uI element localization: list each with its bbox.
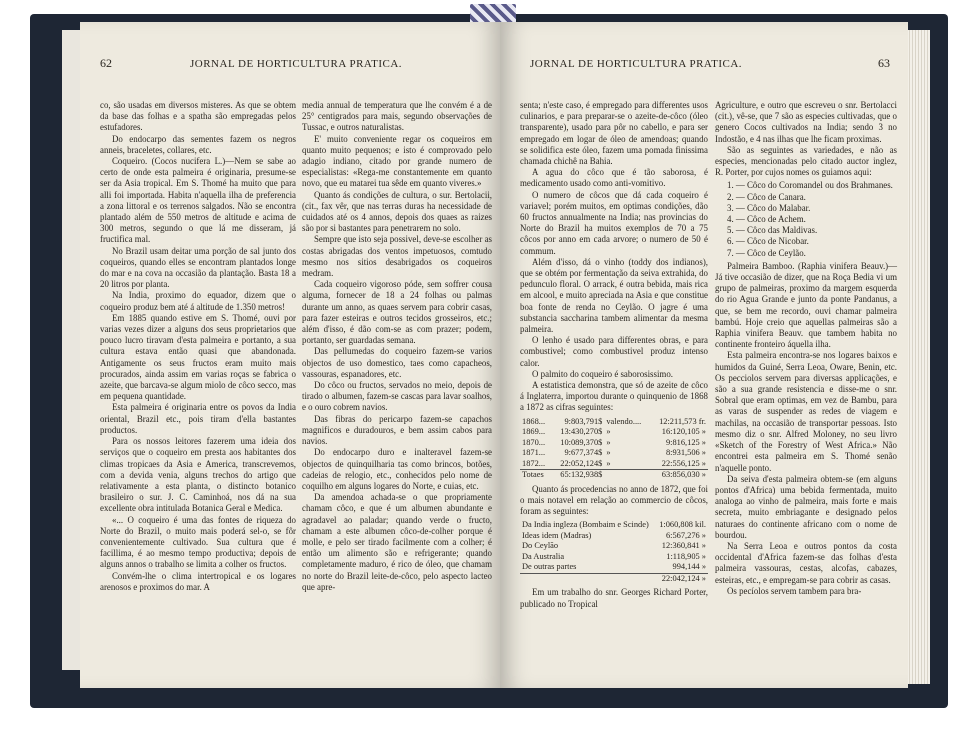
paragraph: Coqueiro. (Cocos nucifera L.)—Nem se sabe ao certo de onde esta palmeira é originaria, presume-se ser da Asia tropical. Em S. Thomé ha muito que para alli foi importada. Habita n'aquella ilha de preferencia a zona littoral e os terrenos salgados. Não se encontra plantado além de 550 metros de altitude e acima de 300 metros, segundo o que lá me disseram, já fructifica mal. [100,156,296,245]
left-column-1 [100,100,296,593]
paragraph: Do endocarpo duro e inalteravel fazem-se objectos de quinquilharia tas como brincos, botões, cadeias de relogio, etc., conhecidos pelo nome de coquilho em alguns logares do Norte, e cuias, etc. [302,447,492,491]
paragraph: «... O coqueiro é uma das fontes de riqueza do Norte do Brazil, o muito mais poderá sel-o, se fôr convenientemente cultivado. Sua cultura que é facillima, é ao mesmo tempo productiva; depois de alguns annos o trabalho se limita a colher os fructos. [100,514,296,570]
paragraph: Para os nossos leitores fazerem uma ideia dos serviços que o coqueiro em presta aos habitantes dos climas tropicaes da Asia e America, transcrevemos, com a devida venia, alguns trechos do artigo que relativamente a esta planta, o distincto botanico brasileiro o sur. J. C. Caminhoá, nos dá na sua excellente obra intitulada Botanica Geral e Medica. [100,436,296,514]
paragraph: Quanto ás procedencias no anno de 1872, que foi o mais notavel em relação ao commercio de côcos, foram as seguintes: [520,483,708,517]
paragraph: Agriculture, e outro que escreveu o snr. Bertolacci (cit.), vê-se, que 7 são as especies cultivadas, que o genero Cocos cultivados na India; sendo 3 no Indostão, e 4 nas ilhas que lhe ficam proximas. [715,100,897,144]
paragraph: Esta palmeira é originaria entre os povos da India oriental, Brazil etc., pois tiram d'ella bastantes productos. [100,402,296,435]
paragraph: Cada coqueiro vigoroso póde, sem soffrer cousa alguma, fornecer de 18 a 24 folhas ou palmas durante um anno, as quaes servem para cobrir casas, para fazer esteiras e outros tecidos grosseiros, etc.; além d'isso, é dão com-se as com prazer; podem, portanto, ser guardadas semana. [302,279,492,346]
paragraph: Palmeira Bamboo. (Raphia vinifera Beauv.)—Já tive occasião de dizer, que na Roça Bedia vi um grupo de palmeiras, proximo da margem esquerda do rio Agua Grande e junto da ponte Pandanus, a que, se bem me recordo, ouvi chamar palmeira bambú. Hoje creio que aquellas palmeiras são a Raphia vinifera Beauv. que tambem habita no continente fronteiro áquella ilha. [715,260,897,350]
oil-import-table [520,417,708,481]
table-row: Do Ceylão 12:360,841 » [522,541,706,551]
right-column-2 [715,100,897,597]
paragraph: Do côco ou fructos, servados no meio, depois de tirado o albumen, fazem-se cascas para lavar soalhos, e o ouro cobrem navios. [302,380,492,413]
left-column-2 [302,100,492,593]
paragraph: Convém-lhe o clima intertropical e os logares arenosos e proximos do mar. A [100,570,296,592]
paragraph: Do endocarpo das sementes fazem os negros anneis, braceletes, collares, etc. [100,133,296,155]
paragraph: Os pecíolos servem tambem para bra- [727,585,862,596]
list-item: 3. — Côco do Malabar. [727,202,811,213]
paragraph: Na India, proximo do equador, dizem que o coqueiro produz bem até á altitude de 1.350 metros! [100,290,296,312]
right-page-number: 63 [878,56,890,70]
list-item: 1. — Côco do Coromandel ou dos Brahmanes. [727,180,893,191]
paragraph: Além d'isso, dá o vinho (toddy dos indianos), que se obtém por fermentação da seiva extrahida, do pedunculo floral. O arrack, é outra bebida, mais rica em alcool, e muito apreciada na Asia e que constitue boa fonte de renda no Ceylão. O jagre é uma substancia saccharina tambem alimentar da mesma palmeira. [520,256,708,335]
table-row: 1869... 13:430,270$ » 16:120,105 » [522,427,706,437]
table-row: 1870... 10:089,370$ » 9:816,125 » [522,437,706,447]
paragraph: Em 1885 quando estive em S. Thomé, ouvi por varias vezes dizer a alguns dos seus proprietarios que pouco lucro tiravam d'esta palmeira e portanto, a sua cultura estava então quasi que abandonada. Antigamente os seus fructos eram muito mais procurados, ainda assim em varias roças se fabrica o azeite, que barcava-se algum miolo de côco secco, mas em pequena quantidade. [100,312,296,402]
paragraph: Quanto ás condições de cultura, o sur. Bertolacii, (cit., fax vêr, que nas terras duras ha necessidade de cuidados até os 4 annos, depois dos quaes as raizes são por si bastantes para penetrarem no solo. [302,189,492,234]
paragraph: Em um trabalho do snr. Georges Richard Porter, publicado no Tropical [520,587,708,609]
paragraph: Da amendoa achada-se o que propriamente chamam côco, e que é um albumen abundante e agradavel ao paladar; quando verde o fructo, chamam a este albumen côco-de-colher porque é molle, e pelo ser tirado facilmente com a colher; é então um alimento são e refrigerante; quando completamente maduro, é rico de óleo, que chamam no norte do Brazil leite-de-côco, pelo aspecto lacteo que apre- [302,492,492,592]
table-row: De outras partes 994,144 » [522,562,706,572]
table-row: 1871... 9:677,374$ » 8:931,506 » [522,448,706,458]
paragraph: co, são usadas em diversos misteres. As que se obtem da base das folhas e a spatha são empregadas pelos estufadores. [100,100,296,133]
table-total-row: 22:042,124 » [520,573,708,584]
left-page-number: 62 [100,56,112,70]
list-item: 7. — Côco de Ceylão. [727,247,806,258]
list-item: 5. — Côco das Maldivas. [727,225,818,236]
paragraph: senta; n'este caso, é empregado para differentes usos culinarios, e para preparar-se o azeite-de-côco (óleo transparente), usado para pôr no cabello, e para ser empregado em logar de óleo de amendoas; quando se solidifica este óleo, fazem uma pomada finissima chamada chichê na Bahia. [520,100,708,167]
paragraph: A agua do côco que é tão saborosa, é medicamento usado como anti-vomitivo. [520,167,708,189]
origin-table [520,520,708,584]
table-total-row: Totaes 65:132,938$ 63:856,030 » [522,470,706,480]
paragraph: Na Serra Leoa e outros pontos da costa occidental d'Africa fazem-se das folhas d'esta palmeira vassouras, cestas, alcofas, cabazes, esteiras, etc., e empregam-se para cobrir as casas. [715,540,897,585]
variety-list [727,180,897,258]
table-row: Ideas idem (Madras) 6:567,276 » [522,530,706,540]
right-column-1 [520,100,708,610]
table-row: Da Australia 1:118,905 » [522,551,706,561]
table-row: 1868... 9:803,791$ valendo.... 12:211,573 fr. [522,416,706,426]
table-row: Da India ingleza (Bombaim e Scinde) 1:060,808 kil. [522,520,706,530]
paragraph: Sempre que isto seja possivel, deve-se escolher as costas abrigadas dos ventos impetuosos, comtudo mesmo nos sitios desabrigados os coqueiros medram. [302,234,492,279]
left-running-head: JORNAL DE HORTICULTURA PRATICA. [190,58,403,70]
paragraph: No Brazil usam deitar uma porção de sal junto dos coqueiros, quando elles se encontram plantados longe do mar e na cova na occasião da plantação. Basta 18 a 20 litros por planta. [100,245,296,290]
table-row: 1872... 22:052,124$ » 22:556,125 » [522,458,706,468]
paragraph: O lenho é usado para differentes obras, e para combustivel; como combustivel produz intenso calor. [520,335,708,368]
paragraph: Das pellumedas do coqueiro fazem-se varios objectos de uso domestico, taes como capacheos, vassouras, espanadores, etc. [302,346,492,379]
paragraph: media annual de temperatura que lhe convém é a de 25° centigrados para mais, segundo observações de Tussac, e outros naturalistas. [302,100,492,133]
paragraph: O palmito do coqueiro é saborosissimo. [532,368,673,379]
paragraph: Esta palmeira encontra-se nos logares baixos e humidos da Guiné, Serra Leoa, Oware, Benin, etc. Os pecciolos servem para diversas applicações, e são a sua grande resistencia e disse-me o snr. Sobral que eram optimas, em vez de Bambu, para as varas de suspender as redes de viagem e machilas, na occasião de transportar pessoas. Isto mesmo diz o snr. Alfred Moloney, no seu livro «Sketch of the Forestry of West Africa.» Não encontrei esta palmeira em S. Thomé senão n'aquelle ponto. [715,350,897,473]
list-item: 2. — Côco de Canara. [727,191,806,202]
list-item: 4. — Côco de Achem. [727,214,806,225]
list-item: 6. — Côco de Nicobar. [727,236,809,247]
paragraph: Das fibras do pericarpo fazem-se capachos magnificos e duradouros, e bem assim cabos para navios. [302,413,492,447]
page-stack-right [906,30,930,684]
paragraph: A estatistica demonstra, que só de azeite de côco á Inglaterra, importou durante o quinquenio de 1868 a 1872 as cifras seguintes: [520,380,708,413]
paragraph: O numero de côcos que dá cada coqueiro é variavel; porém muitos, em optimas condições, dão 60 fructos annualmente na India; nas provincias do Norte do Brazil ha muitos exemplos de 70 a 75 côcos por anno em cada arvore; o numero de 50 é commum. [520,189,708,256]
paragraph: Da seiva d'esta palmeira obtem-se (em alguns pontos d'Africa) uma bebida fermentada, muito analoga ao vinho de palmeira, mais forte e mais secreta, muito embriagante e designado pelos naturaes do continente africano com o nome de bourdou. [715,473,897,540]
paragraph: E' muito conveniente regar os coqueiros em quanto muito pequenos; e isto é comprovado pelo adagio indiano, citado por grande numero de especialistas: «Rega-me constantemente em quanto novo, que eu matarei tua sêde em quanto viveres.» [302,133,492,189]
right-running-head: JORNAL DE HORTICULTURA PRATICA. [530,58,743,70]
paragraph: São as seguintes as variedades, e não as especies, mencionadas pelo citado auctor inglez, R. Porter, por cujos nomes os guiamos aqui: [715,144,897,178]
